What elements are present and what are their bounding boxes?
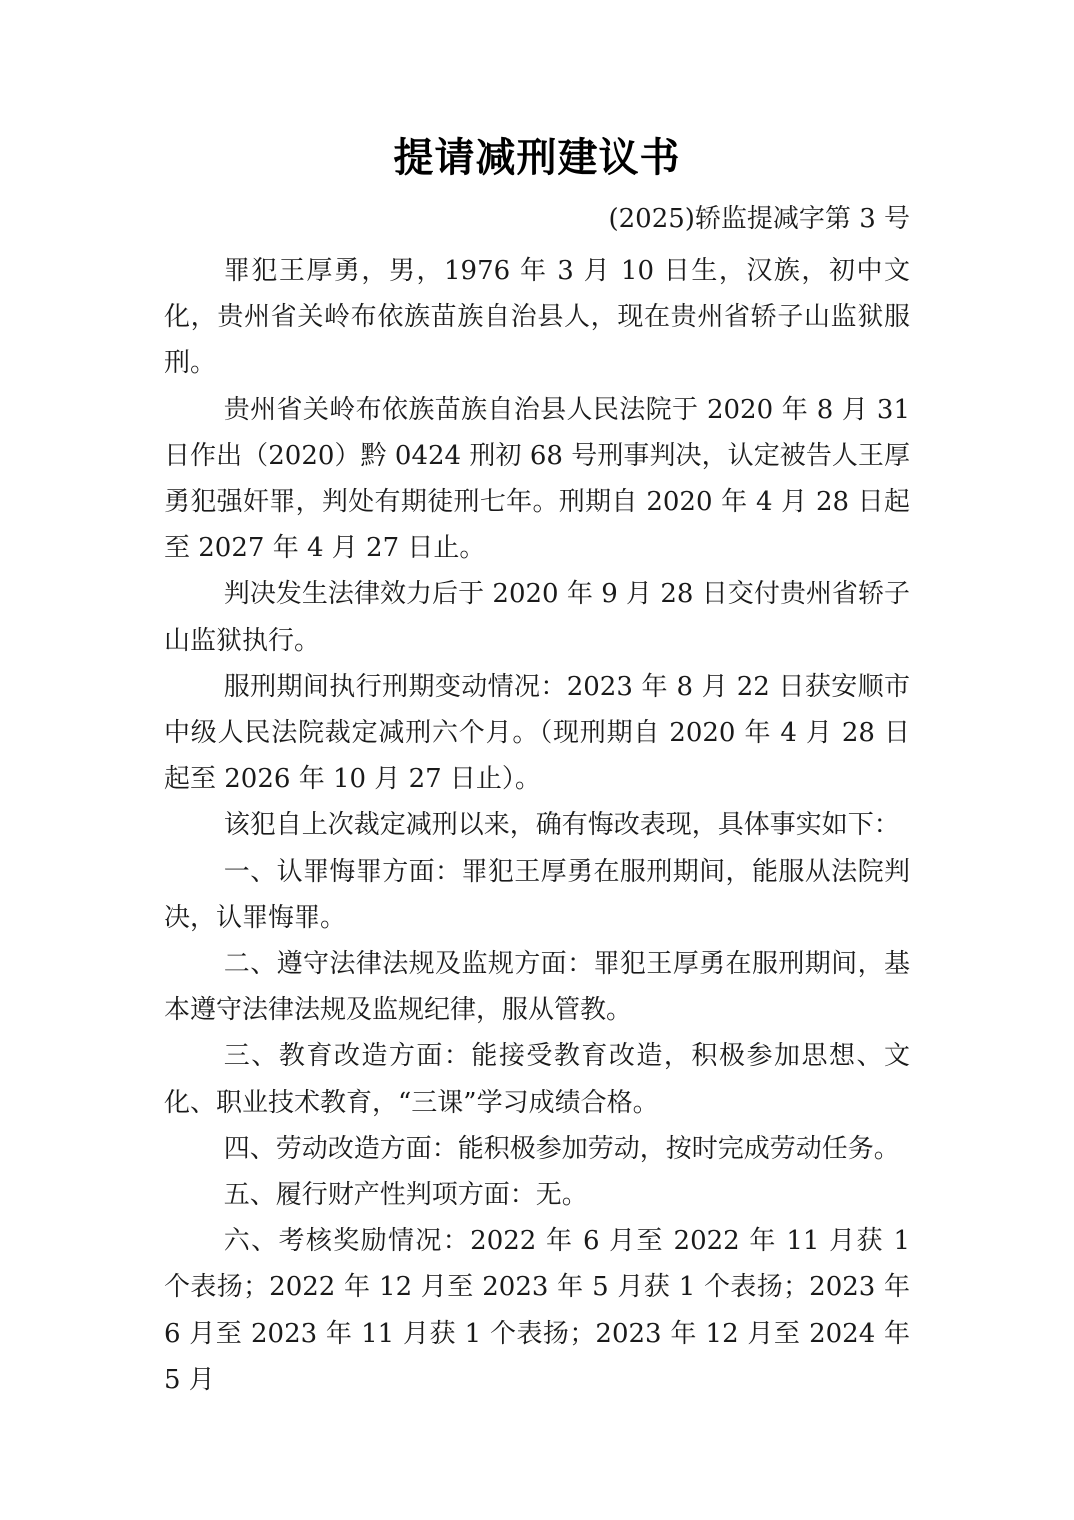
paragraph-personal-info: 罪犯王厚勇，男，1976 年 3 月 10 日生，汉族，初中文化，贵州省关岭布依族苗族自治县人，现在贵州省轿子山监狱服刑。 (164, 256, 910, 379)
paragraph-item-6: 六、考核奖励情况：2022 年 6 月至 2022 年 11 月获 1 个表扬；2022 年 12 月至 2023 年 5 月获 1 个表扬；2023 年 6 月至 2023 年 11 月获 1 个表扬；2023 年 12 月至 2024 年 5 月 (164, 1226, 910, 1395)
document-number: (2025)轿监提减字第 3 号 (608, 204, 910, 234)
paragraph-item-2: 二、遵守法律法规及监规方面：罪犯王厚勇在服刑期间，基本遵守法律法规及监规纪律，服从管教。 (164, 949, 910, 1026)
paragraph-judgment: 贵州省关岭布依族苗族自治县人民法院于 2020 年 8 月 31 日作出（2020）黔 0424 刑初 68 号刑事判决，认定被告人王厚勇犯强奸罪，判处有期徒刑七年。刑期自 2020 年 4 月 28 日起至 2027 年 4 月 27 日止。 (164, 394, 910, 564)
paragraph-item-5: 五、履行财产性判项方面：无。 (223, 1180, 588, 1211)
document-page (164, 0, 910, 1520)
document-title: 提请减刑建议书 (393, 134, 681, 181)
paragraph-repentance-intro: 该犯自上次裁定减刑以来，确有悔改表现，具体事实如下： (223, 810, 900, 841)
paragraph-item-4: 四、劳动改造方面：能积极参加劳动，按时完成劳动任务。 (223, 1133, 900, 1164)
paragraph-item-1: 一、认罪悔罪方面：罪犯王厚勇在服刑期间，能服从法院判决，认罪悔罪。 (164, 856, 910, 933)
paragraph-execution: 判决发生法律效力后于 2020 年 9 月 28 日交付贵州省轿子山监狱执行。 (164, 579, 910, 656)
paragraph-item-3: 三、教育改造方面：能接受教育改造，积极参加思想、文化、职业技术教育，“三课”学习成绩合格。 (164, 1041, 910, 1118)
paragraph-sentence-change: 服刑期间执行刑期变动情况：2023 年 8 月 22 日获安顺市中级人民法院裁定减刑六个月。（现刑期自 2020 年 4 月 28 日起至 2026 年 10 月 27 日止）。 (164, 671, 910, 795)
document-body (164, 248, 910, 1403)
